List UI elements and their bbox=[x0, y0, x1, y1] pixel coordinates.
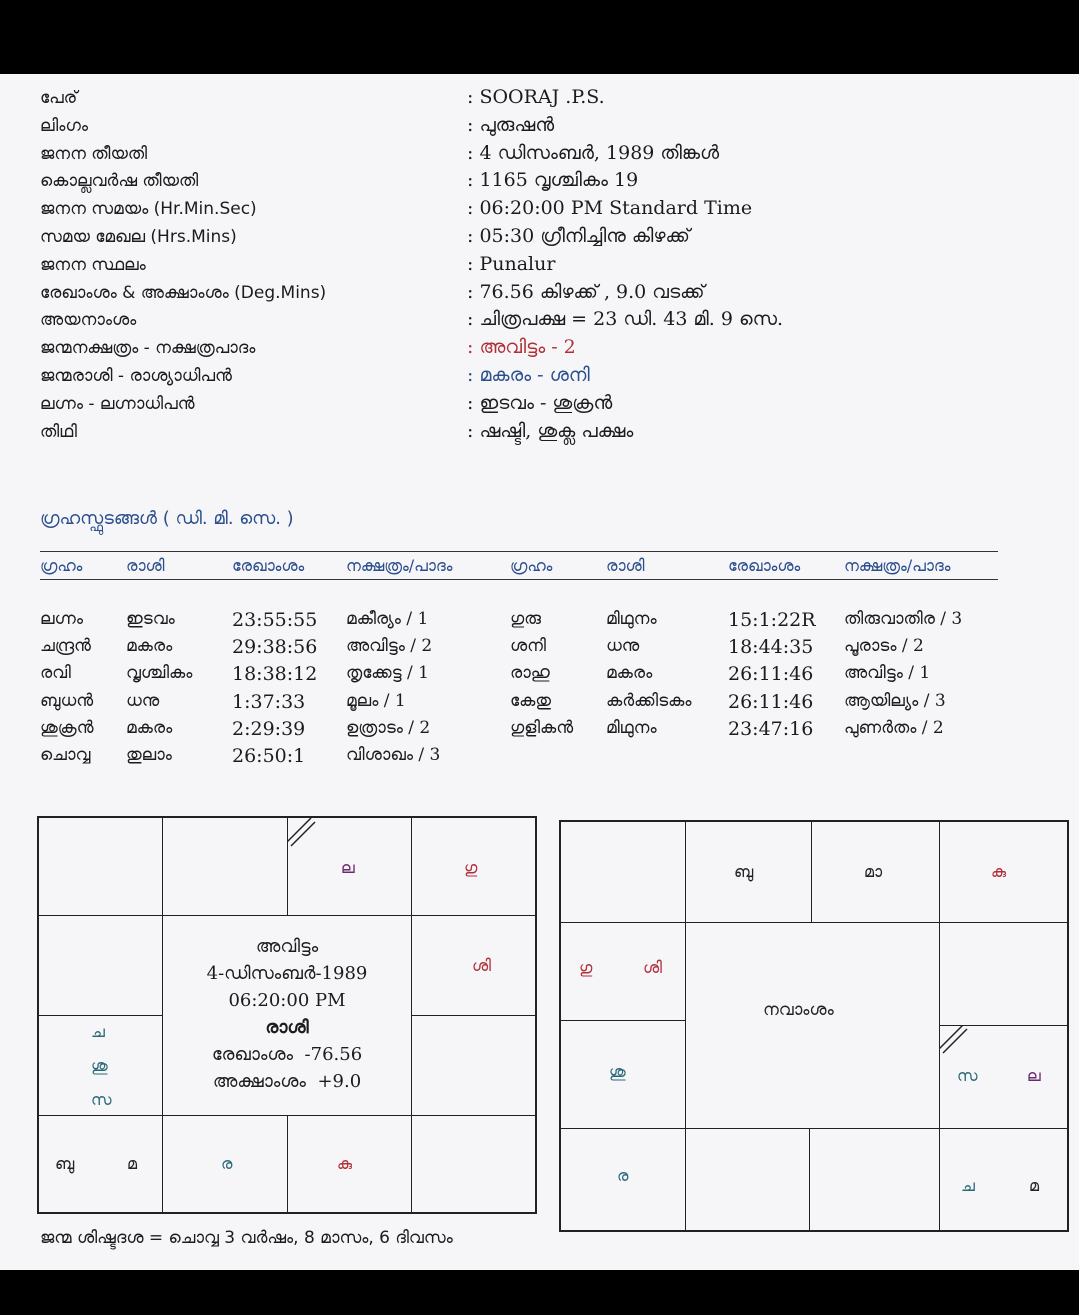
table-cell: ബുധൻ bbox=[40, 690, 94, 711]
rasi-cell-chandra: ച bbox=[91, 1022, 105, 1041]
rasi-cell-sani: ശി bbox=[472, 956, 491, 975]
rasi-cell-mandi: മ bbox=[127, 1154, 138, 1173]
nav-cell-kuja: കു bbox=[991, 862, 1007, 881]
detail-value: : 76.56 കിഴക്ക് , 9.0 വടക്ക് bbox=[467, 280, 705, 303]
detail-label: ജന്മനക്ഷത്രം - നക്ഷത്രപാദം bbox=[40, 338, 256, 359]
nav-cell-guru: ഗു bbox=[579, 958, 593, 977]
table-cell: മിഥുനം bbox=[606, 717, 657, 738]
table-cell: തൃക്കേട്ട / 1 bbox=[346, 663, 429, 684]
nav-cell-budha: ബു bbox=[734, 862, 754, 881]
planet-positions-heading: ഗ്രഹസ്ഫുടങ്ങൾ ( ഡി. മി. സെ. ) bbox=[40, 508, 294, 529]
detail-label: കൊല്ലവർഷ തീയതി bbox=[40, 171, 199, 192]
table-cell: വിശാഖം / 3 bbox=[346, 745, 441, 765]
detail-value: : 1165 വൃശ്ചികം 19 bbox=[467, 169, 639, 192]
detail-label: ലിംഗം bbox=[40, 115, 88, 136]
nav-cell-mandi: മാ bbox=[864, 862, 883, 881]
table-cell: പുണർതം / 2 bbox=[844, 717, 944, 738]
rasi-cell-surya: സ bbox=[91, 1090, 112, 1109]
detail-value: : പുരുഷൻ bbox=[467, 113, 555, 136]
table-cell: കേതു bbox=[510, 690, 551, 711]
table-cell: രാഹു bbox=[510, 663, 550, 684]
table-cell: മകരം bbox=[606, 663, 653, 684]
rasi-cell-lagna: ല bbox=[341, 858, 355, 877]
detail-value: : 4 ഡിസംബർ, 1989 തിങ്കൾ bbox=[467, 141, 720, 164]
detail-label: അയനാംശം bbox=[40, 310, 137, 331]
lagna-mark-icon bbox=[287, 818, 317, 848]
table-cell: മകീര്യം / 1 bbox=[346, 609, 429, 629]
table-cell: ആയില്യം / 3 bbox=[844, 690, 946, 711]
detail-label: ജനന സമയം (Hr.Min.Sec) bbox=[40, 199, 257, 220]
table-cell: ഗുളികൻ bbox=[510, 717, 574, 738]
table-cell: രവി bbox=[40, 663, 71, 684]
nav-cell-sani: ശി bbox=[643, 958, 662, 977]
table-cell: വൃശ്ചികം bbox=[126, 663, 193, 684]
table-cell: 26:11:46 bbox=[728, 663, 814, 686]
detail-label: തിഥി bbox=[40, 421, 77, 442]
navamsa-title: നവാംശം bbox=[763, 1000, 834, 1020]
detail-label: ജന്മരാശി - രാശ്യാധിപൻ bbox=[40, 366, 232, 386]
table-header: രാശി bbox=[606, 556, 645, 575]
table-cell: 26:11:46 bbox=[728, 690, 814, 713]
table-cell: കർക്കിടകം bbox=[606, 690, 692, 711]
detail-label: ലഗ്നം - ലഗ്നാധിപൻ bbox=[40, 393, 195, 414]
table-cell: തുലാം bbox=[126, 745, 172, 765]
rasi-cell-rahu: ര bbox=[221, 1154, 233, 1173]
detail-value: : Punalur bbox=[467, 252, 556, 275]
table-cell: ശുക്രൻ bbox=[40, 717, 94, 738]
table-cell: തിരുവാതിര / 3 bbox=[844, 609, 963, 629]
table-cell: മിഥുനം bbox=[606, 609, 657, 629]
table-header: ഗ്രഹം bbox=[40, 556, 83, 575]
table-cell: ലഗ്നം bbox=[40, 609, 83, 629]
nav-cell-sukra: ശു bbox=[609, 1062, 626, 1081]
table-header-rule bbox=[40, 579, 998, 580]
nav-cell-mandi2: മ bbox=[1029, 1176, 1040, 1195]
table-cell: 18:44:35 bbox=[728, 636, 814, 659]
table-header: രേഖാംശം bbox=[728, 556, 801, 575]
table-cell: പൂരാടം / 2 bbox=[844, 636, 924, 657]
table-cell: ചൊവ്വ bbox=[40, 745, 91, 765]
table-cell: 15:1:22R bbox=[728, 609, 816, 631]
table-cell: അവിട്ടം / 2 bbox=[346, 636, 433, 657]
table-header: രാശി bbox=[126, 556, 165, 575]
table-cell: ശനി bbox=[510, 636, 546, 657]
table-cell: മകരം bbox=[126, 636, 173, 657]
table-cell: 1:37:33 bbox=[232, 690, 306, 713]
table-cell: ഗുരു bbox=[510, 609, 541, 629]
detail-value: : ഇടവം - ശുക്രൻ bbox=[467, 391, 613, 414]
rasi-center-info: അവിട്ടം 4-ഡിസംബർ-1989 06:20:00 PM രാശി രേഖാംശം -76.56 അക്ഷാംശം +9.0 bbox=[206, 936, 368, 1092]
horoscope-sheet bbox=[0, 74, 1079, 1270]
nav-cell-chandra: ച bbox=[961, 1176, 975, 1195]
detail-value: : ചിത്രപക്ഷ = 23 ഡി. 43 മി. 9 സെ. bbox=[467, 308, 783, 331]
detail-label: രേഖാംശം & അക്ഷാംശം (Deg.Mins) bbox=[40, 282, 327, 303]
rasi-cell-sukra: ശു bbox=[91, 1056, 108, 1075]
table-top-rule bbox=[40, 551, 998, 552]
navamsa-chart bbox=[559, 820, 1069, 1232]
detail-label: പേര് bbox=[40, 88, 78, 108]
table-cell: മൂലം / 1 bbox=[346, 690, 406, 711]
nav-cell-surya: സ bbox=[957, 1066, 978, 1085]
rasi-cell-kuja: കു bbox=[337, 1154, 353, 1173]
table-cell: 26:50:1 bbox=[232, 745, 306, 767]
table-cell: 18:38:12 bbox=[232, 663, 318, 686]
table-cell: 29:38:56 bbox=[232, 636, 318, 659]
detail-value: : ഷഷ്ടി, ശുക്ല പക്ഷം bbox=[467, 419, 634, 442]
table-header: ഗ്രഹം bbox=[510, 556, 553, 575]
rasi-cell-guru: ഗു bbox=[464, 858, 478, 877]
table-cell: അവിട്ടം / 1 bbox=[844, 663, 931, 684]
table-cell: മകരം bbox=[126, 717, 173, 738]
table-cell: ഇടവം bbox=[126, 609, 175, 629]
detail-label: ജനന തീയതി bbox=[40, 143, 148, 164]
table-cell: ധനു bbox=[126, 690, 160, 711]
rasi-chart bbox=[37, 816, 537, 1214]
table-cell: ഉത്രാടം / 2 bbox=[346, 717, 431, 738]
detail-value: : മകരം - ശനി bbox=[467, 364, 590, 386]
table-cell: 23:47:16 bbox=[728, 717, 814, 740]
detail-value: : അവിട്ടം - 2 bbox=[467, 336, 576, 359]
detail-value: : 06:20:00 PM Standard Time bbox=[467, 197, 753, 220]
table-cell: 23:55:55 bbox=[232, 609, 318, 631]
detail-value: : SOORAJ .P.S. bbox=[467, 86, 605, 108]
table-cell: ധനു bbox=[606, 636, 640, 657]
nav-cell-rahu: ര bbox=[617, 1166, 629, 1185]
table-header: രേഖാംശം bbox=[232, 556, 305, 575]
table-header: നക്ഷത്രം/പാദം bbox=[346, 556, 453, 575]
table-cell: ചന്ദ്രൻ bbox=[40, 636, 91, 657]
rasi-cell-budha: ബു bbox=[55, 1154, 75, 1173]
nav-cell-lagna: ല bbox=[1027, 1066, 1041, 1085]
detail-value: : 05:30 ഗ്രീനിച്ചിനു കിഴക്ക് bbox=[467, 225, 690, 247]
dasa-balance: ജന്മ ശിഷ്ടദശ = ചൊവ്വ 3 വർഷം, 8 മാസം, 6 ദിവസം bbox=[40, 1228, 453, 1248]
detail-label: സമയ മേഖല (Hrs.Mins) bbox=[40, 227, 237, 247]
detail-label: ജനന സ്ഥലം bbox=[40, 254, 146, 275]
table-cell: 2:29:39 bbox=[232, 717, 306, 740]
navamsa-lagna-mark-icon bbox=[939, 1025, 969, 1055]
table-header: നക്ഷത്രം/പാദം bbox=[844, 556, 951, 575]
